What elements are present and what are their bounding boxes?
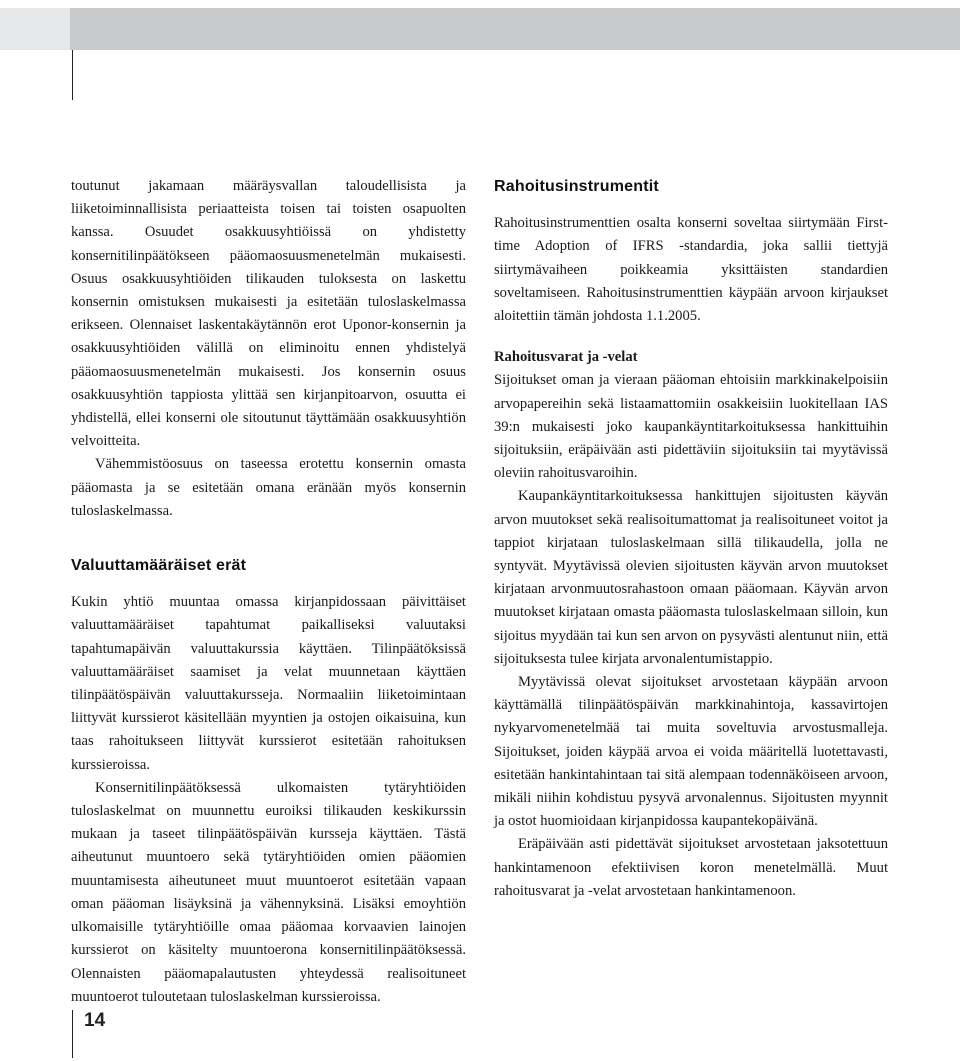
section-heading-foreign-currency: Valuuttamääräiset erät (71, 557, 247, 575)
page-number: 14 (84, 1010, 106, 1031)
header-bar-left-block (0, 8, 70, 50)
section-heading-financial-instruments: Rahoitusinstrumentit (494, 178, 659, 195)
paragraph-available-for-sale: Myytävissä olevat sijoitukset arvostetaan käypään arvoon käyttämällä tilinpäätöspäivän markkinahintoja, kassavirtojen nykyarvomenetelmää tai muita soveltuvia arvostusmalleja. Sijoitukset, joiden käypää arvoa ei voida määritellä luotettavasti, esitetään hankintahintaan tai sitä alempaan todennäköiseen arvoon, mikäli niihin kohdistuu pysyvä arvonalennus. Sijoitusten myynnit ja ostot huomioidaan kirjanpidossa kaupantekopäivänä. (494, 674, 888, 830)
paragraph-associates: toutunut jakamaan määräysvallan taloudellisista ja liiketoiminnallisista periaatteista toisen tai toisten osapuolten kanssa. Osuudet osakkuusyhtiöissä on yhdistetty konsernitilinpäätökseen pääomaosuusmenetelmän mukaisesti. Osuus osakkuusyhtiöiden tilikauden tuloksesta on laskettu konsernin omistuksen mukaisesti ja esitetään tuloslaskelmassa erikseen. Olennaiset laskentakäytännön erot Uponor-konsernin ja osakkuusyhtiöiden välillä on eliminoitu ennen yhdistelyä pääomaosuusmenetelmän mukaisesti. Jos konsernin osuus osakkuusyhtiön tappiosta ylittää sen kirjanpitoarvon, osuutta ei yhdistellä, ellei konserni ole sitoutunut täyttämään osakkuusyhtiön velvoitteita. (71, 178, 466, 450)
bottom-margin-rule (72, 1010, 73, 1058)
top-margin-rule (72, 50, 73, 100)
left-column (71, 175, 466, 1009)
right-column (494, 175, 888, 903)
paragraph-asset-classification: Sijoitukset oman ja vieraan pääoman ehtoisiin markkinakelpoisiin arvopapereihin sekä listaamattomiin osakkeisiin luokitellaan IAS 39:n mukaisesti joko kaupankäyntitarkoituksessa hankittuihin sijoituksiin, eräpäivään asti pidettäviin sijoituksiin tai myytävissä oleviin rahoitusvaroihin. (494, 372, 888, 482)
header-bar (0, 8, 960, 50)
paragraph-minority-interest: Vähemmistöosuus on taseessa erotettu konsernin omasta pääomasta ja se esitetään omana eränään myös konsernin tuloslaskelmassa. (71, 456, 466, 519)
paragraph-currency-transactions: Kukin yhtiö muuntaa omassa kirjanpidossaan päivittäiset valuuttamääräiset tapahtumat paikalliseksi valuutaksi tapahtumapäivän valuuttakurssia käyttäen. Tilinpäätöksissä valuuttamääräiset saamiset ja velat muunnetaan käyttäen tilinpäätöspäivän valuuttakursseja. Normaaliin liiketoimintaan liittyvät kurssierot käsitellään myyntien ja ostojen oikaisuina, kun taas rahoitukseen liittyvät kurssierot esitetään rahoituksen kurssieroissa. (71, 594, 466, 773)
paragraph-ifrs-transition: Rahoitusinstrumenttien osalta konserni soveltaa siirtymään First-time Adoption of IFRS -standardia, joka sallii tiettyjä siirtymävaiheen poikkeamia yksittäisten standardien soveltamiseen. Rahoitusinstrumenttien käypään arvoon kirjaukset aloitettiin tämän johdosta 1.1.2005. (494, 215, 888, 325)
paragraph-held-to-maturity: Eräpäivään asti pidettävät sijoitukset arvostetaan jaksotettuun hankintamenoon efektiivisen koron menetelmällä. Muut rahoitusvarat ja -velat arvostetaan hankintamenoon. (494, 836, 888, 899)
paragraph-currency-translation: Konsernitilinpäätöksessä ulkomaisten tytäryhtiöiden tuloslaskelmat on muunnettu euroiksi tilikauden keskikurssin mukaan ja taseet tilinpäätöspäivän kursseja käyttäen. Tästä aiheutunut muuntoero sekä tytäryhtiöiden omien pääomien muuntamisesta aiheutuneet muut muuntoerot esitetään vapaan oman pääoman lisäyksinä ja vähennyksinä. Lisäksi emoyhtiön ulkomaisille tytäryhtiöille omaa pääomaa korvaavien lainojen kurssierot on käsitelty muuntoerona konsernitilinpäätöksessä. Olennaisten pääomapalautusten yhteydessä realisoituneet muuntoerot tuloutetaan tuloslaskelman kurssieroissa. (71, 779, 466, 1005)
subheading-financial-assets: Rahoitusvarat ja -velat (494, 349, 638, 366)
paragraph-trading-investments: Kaupankäyntitarkoituksessa hankittujen sijoitusten käyvän arvon muutokset sekä realisoitumattomat ja realisoituneet voitot ja tappiot kirjataan tuloslaskelmaan sillä tilikaudella, jolla ne syntyvät. Myytävissä olevien sijoitusten käyvän arvon muutokset kirjataan arvonmuutosrahastoon omaan pääomaan. Käyvän arvon muutokset kirjataan omasta pääomasta tuloslaskelmaan silloin, kun sijoitus myydään tai kun sen arvon on pysyvästi alentunut niin, että sijoituksesta tulee kirjata arvonalentumistappio. (494, 488, 888, 667)
